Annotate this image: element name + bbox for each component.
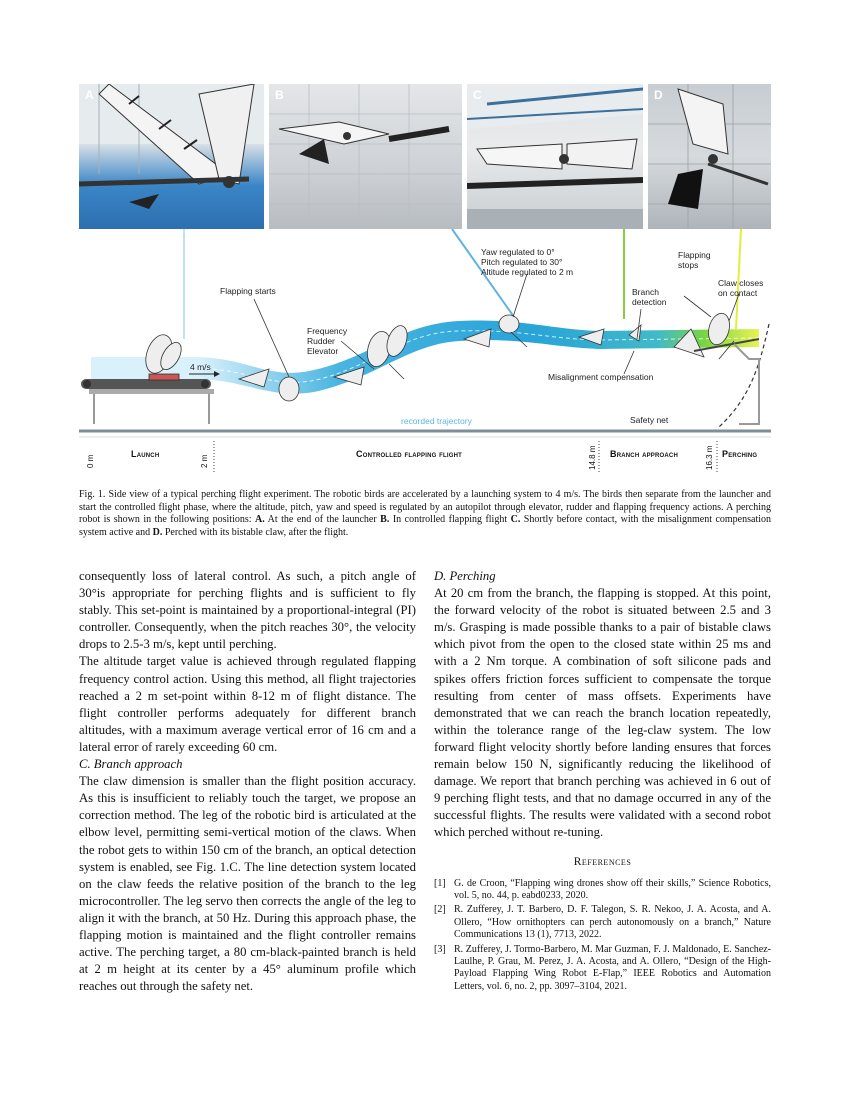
reference-item: [3] R. Zufferey, J. Tormo-Barbero, M. Mar Guzman, F. J. Maldonado, E. Sanchez-Laulhe, P. Grau, M. Perez, J. A. Acosta, and A. Ollero, “Design of the High-Payload Flapping Wing Robot E-Flap,” IEEE Robotics and Automation Letters, vol. 6, no. 2, pp. 3097–3104, 2021. (434, 943, 771, 992)
panel-label-b: B (275, 88, 284, 102)
label-misalignment: Misalignment compensation (548, 372, 654, 382)
right-column (434, 568, 771, 995)
right-paragraph-1: At 20 cm from the branch, the flapping is stopped. At this point, the forward velocity of the robot is situated between 2.5 and 3 m/s. Grasping is made possible thanks to a pair of bistable claws which pivot from the open to the closed state within 25 ms and with a 2 Nm torque. A combination of soft silicone pads and spikes offers friction forces sufficient to compensate the torque resulting from center of mass offsets. Experiments have demonstrated that we can reach the branch location repeatedly, within the tolerance range of the leg-claw system. The low forward flight velocity shortly before landing ensures that forces remain below 150 N, significantly reducing the likelihood of damage. We report that branch perching was achieved in 6 out of 9 perching flight tests, and that no damage occurred in any of the successful flights. The results were validated with a second robot which perched without re-tuning. (434, 586, 771, 840)
photo-a-robot-illustration (79, 84, 264, 229)
panel-label-c: C (473, 88, 482, 102)
photo-panel-d (648, 84, 771, 229)
phase-controlled-flight: Controlled flapping flight (356, 449, 463, 459)
label-recorded-trajectory: recorded trajectory (401, 416, 472, 426)
photo-d-robot-illustration (648, 84, 771, 229)
left-column (79, 568, 416, 995)
panel-label-a: A (85, 88, 94, 102)
mark-16-3m: 16.3 m (705, 445, 714, 470)
phase-perching: Perching (722, 449, 758, 459)
left-paragraph-2: The altitude target value is achieved through regulated flapping frequency control action. Using this method, all flight trajectories reached a 2 m set-point within 8-12 m of flight distance. The flight controller performs adequately for different branch altitudes, with a maximum average vertical error of 16 cm and a lateral error of rarely exceeding 60 cm. (79, 654, 416, 754)
mark-2m: 2 m (200, 454, 209, 468)
mark-14-8m: 14.8 m (588, 445, 597, 470)
label-regulation: Yaw regulated to 0° Pitch regulated to 30° Altitude regulated to 2 m (481, 247, 574, 277)
label-claw-closes: Claw closes on contact (718, 278, 764, 298)
label-safety-net: Safety net (630, 415, 669, 425)
mark-0m: 0 m (86, 454, 95, 468)
left-paragraph-1: consequently loss of lateral control. As such, a pitch angle of 30°is appropriate for perching flights and is sufficient to fly stably. This set-point is maintained by a proportional-integral (PI) controller. Consequently, when the pitch reaches 30°, the velocity drops to 2.5-3 m/s, kept until perching. (79, 569, 416, 652)
label-launch-speed: 4 m/s (190, 362, 211, 372)
photo-panel-c (467, 84, 643, 229)
label-flapping-starts: Flapping starts (220, 286, 276, 296)
phase-branch-approach: Branch approach (610, 449, 679, 459)
trajectory-diagram (79, 229, 771, 479)
label-flapping-stops: Flapping stops (678, 250, 711, 270)
left-paragraph-3: The claw dimension is smaller than the flight position accuracy. As this is insufficient to reliably touch the target, we propose an correction method. The leg of the robotic bird is articulated at the elbow level, permitting semi-vertical motion of the claws. When the robot gets to within 150 cm of the branch, an optical detection system is enabled, see Fig. 1.C. The line detection system located on the claw feeds the relative position of the branch to the leg microcontroller. The leg servo then corrects the angle of the leg to align it with the branch, at 50 Hz. During this approach phase, the flapping motion is maintained and the flight controller remains active. The perching target, a 80 cm-black-painted branch is held at 2 m height at its center by a 45° aluminum profile which reaches out through the safety net. (79, 774, 416, 994)
references-heading: References (573, 855, 632, 868)
label-branch-detection: Branch detection (632, 287, 667, 307)
section-heading-branch-approach: C. Branch approach (79, 757, 183, 772)
panel-label-d: D (654, 88, 663, 102)
label-control-actions: Frequency Rudder Elevator (307, 326, 348, 356)
reference-item: [2] R. Zufferey, J. T. Barbero, D. F. Talegon, S. R. Nekoo, J. A. Acosta, and A. Ollero, “How ornithopters can perch autonomously on a branch,” Nature Communications 13 (1), 7713, 2022. (434, 904, 771, 941)
reference-item: [1] G. de Croon, “Flapping wing drones show off their skills,” Science Robotics, vol. 5, no. 44, p. eabd0233, 2020. (434, 877, 771, 901)
section-heading-perching: D. Perching (434, 569, 496, 583)
photo-c-robot-illustration (467, 84, 643, 229)
photo-panel-a (79, 84, 264, 229)
phase-launch: Launch (131, 449, 160, 459)
figure-caption: Fig. 1. Side view of a typical perching flight experiment. The robotic birds are accelerated by a launching system to 4 m/s. The birds then separate from the launcher and start the controlled flight phase, where the altitude, pitch, yaw and speed is regulated by an autopilot through elevator, rudder and flapping frequency actions. A perching robot is shown in the following positions: A. At the end of the launcher B. In controlled flapping flight C. Shortly before contact, with the misalignment compensation system active and D. Perched with its bistable claw, after the flight. (79, 489, 771, 538)
photo-b-robot-illustration (269, 84, 462, 229)
trajectory-graphic (79, 229, 771, 479)
photo-panel-b (269, 84, 462, 229)
